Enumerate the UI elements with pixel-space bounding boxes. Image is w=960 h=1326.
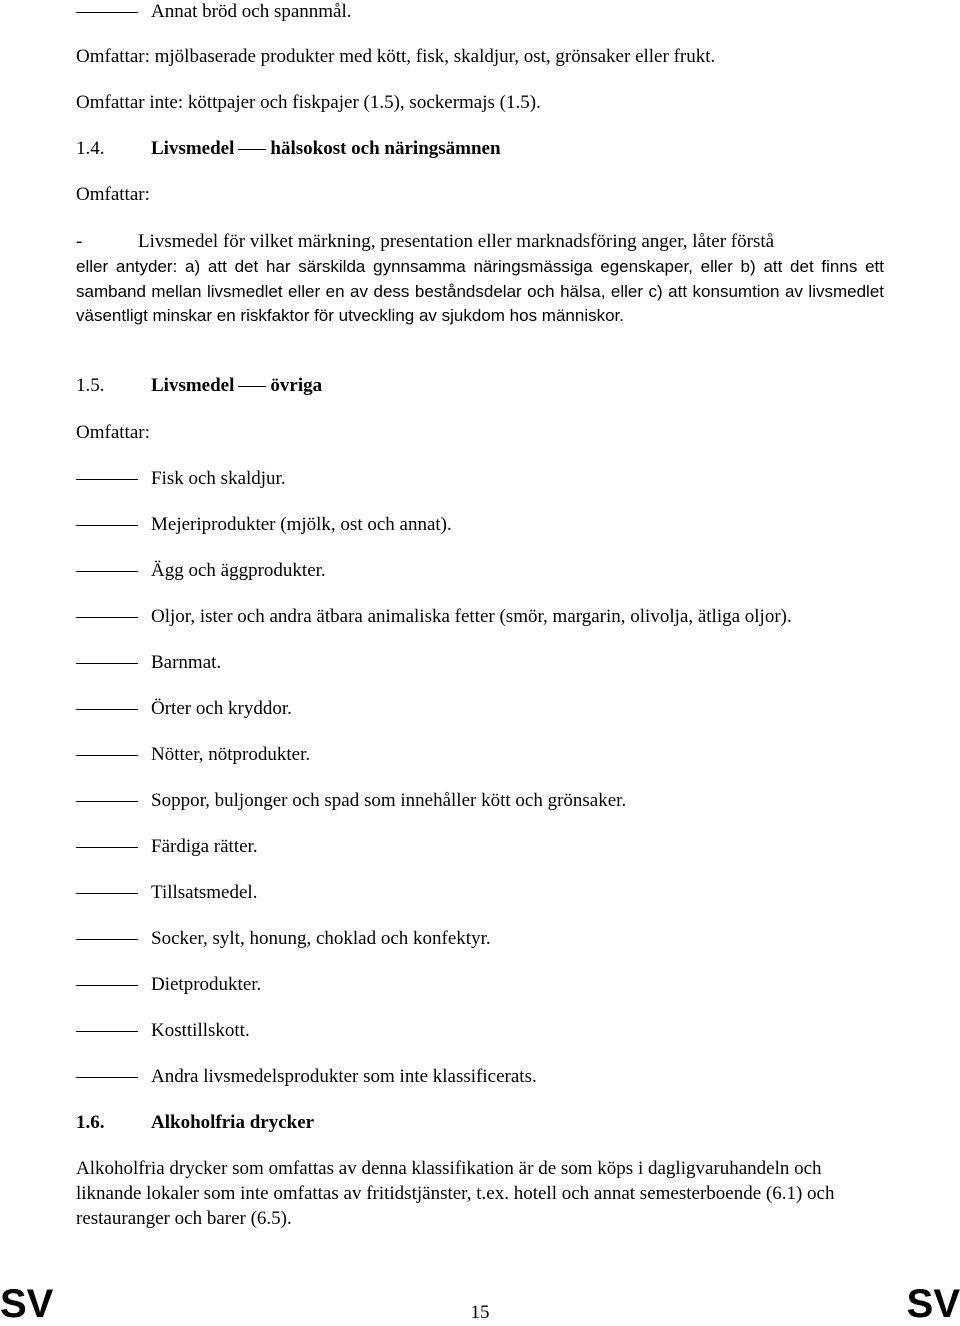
list-item: Örter och kryddor.	[151, 698, 292, 719]
footer-language-left: SV	[0, 1282, 54, 1326]
omfattar-label: Omfattar:	[76, 184, 150, 205]
list-item: Soppor, buljonger och spad som innehåller kött och grönsaker.	[151, 790, 627, 811]
list-item: Barnmat.	[151, 652, 222, 673]
list-dash	[76, 893, 138, 894]
heading-part: övriga	[270, 375, 323, 396]
list-item: Nötter, nötprodukter.	[151, 744, 311, 765]
list-dash	[76, 755, 138, 756]
list-item: Socker, sylt, honung, choklad och konfektyr.	[151, 928, 491, 949]
list-item: Dietprodukter.	[151, 974, 262, 995]
excludes-text: Omfattar inte: köttpajer och fiskpajer (1.5), sockermajs (1.5).	[76, 92, 541, 113]
list-item: Ägg och äggprodukter.	[151, 560, 326, 581]
paragraph-body: eller antyder: a) att det har särskilda gynnsamma näringsmässiga egenskaper, eller b) att det finns ett samband mellan livsmedlet eller en av dess beståndsdelar och hälsa, eller c) att konsumtion av livsmedlet väsentligt minskar en riskfaktor för utveckling av sjukdom hos människor.	[76, 257, 884, 325]
section-number: 1.4.	[76, 138, 105, 159]
section-number: 1.6.	[76, 1112, 105, 1133]
section-number: 1.5.	[76, 375, 105, 396]
list-item: Oljor, ister och andra ätbara animaliska fetter (smör, margarin, olivolja, ätliga oljor).	[151, 606, 792, 627]
list-dash	[76, 1077, 138, 1078]
section-heading: Alkoholfria drycker	[151, 1112, 315, 1133]
list-dash	[76, 847, 138, 848]
heading-part: Livsmedel	[151, 375, 235, 396]
heading-part: hälsokost och näringsämnen	[270, 138, 501, 159]
list-dash	[76, 939, 138, 940]
heading-part: Livsmedel	[151, 138, 235, 159]
list-item: Fisk och skaldjur.	[151, 468, 286, 489]
heading-dash	[238, 386, 266, 387]
paragraph-first-line: Livsmedel för vilket märkning, presentation eller marknadsföring anger, låter förstå	[138, 231, 775, 252]
list-dash	[76, 479, 138, 480]
list-dash	[76, 663, 138, 664]
page-number: 15	[470, 1302, 490, 1323]
list-dash	[76, 571, 138, 572]
includes-text: Omfattar: mjölbaserade produkter med kött, fisk, skaldjur, ost, grönsaker eller frukt.	[76, 46, 716, 67]
list-item: Kosttillskott.	[151, 1020, 250, 1041]
list-item: Färdiga rätter.	[151, 836, 258, 857]
list-dash	[76, 1031, 138, 1032]
list-dash	[76, 12, 138, 13]
list-dash	[76, 709, 138, 710]
heading-dash	[238, 149, 266, 150]
list-item: Mejeriprodukter (mjölk, ost och annat).	[151, 514, 452, 535]
section-heading	[151, 137, 501, 161]
omfattar-label: Omfattar:	[76, 422, 150, 443]
list-dash	[76, 617, 138, 618]
bullet-marker: -	[76, 231, 83, 252]
footer-language-right: SV	[906, 1282, 960, 1326]
list-dash	[76, 525, 138, 526]
list-item: Tillsatsmedel.	[151, 882, 258, 903]
list-dash	[76, 801, 138, 802]
section-heading	[151, 374, 322, 398]
list-dash	[76, 985, 138, 986]
list-item: Andra livsmedelsprodukter som inte klassificerats.	[151, 1066, 537, 1087]
list-item: Annat bröd och spannmål.	[151, 1, 352, 22]
section-paragraph: Alkoholfria drycker som omfattas av denna klassifikation är de som köps i dagligvaruhandeln och liknande lokaler som inte omfattas av fritidstjänster, t.ex. hotell och annat semesterboende (6.1) och restauranger och barer (6.5).	[76, 1158, 835, 1229]
